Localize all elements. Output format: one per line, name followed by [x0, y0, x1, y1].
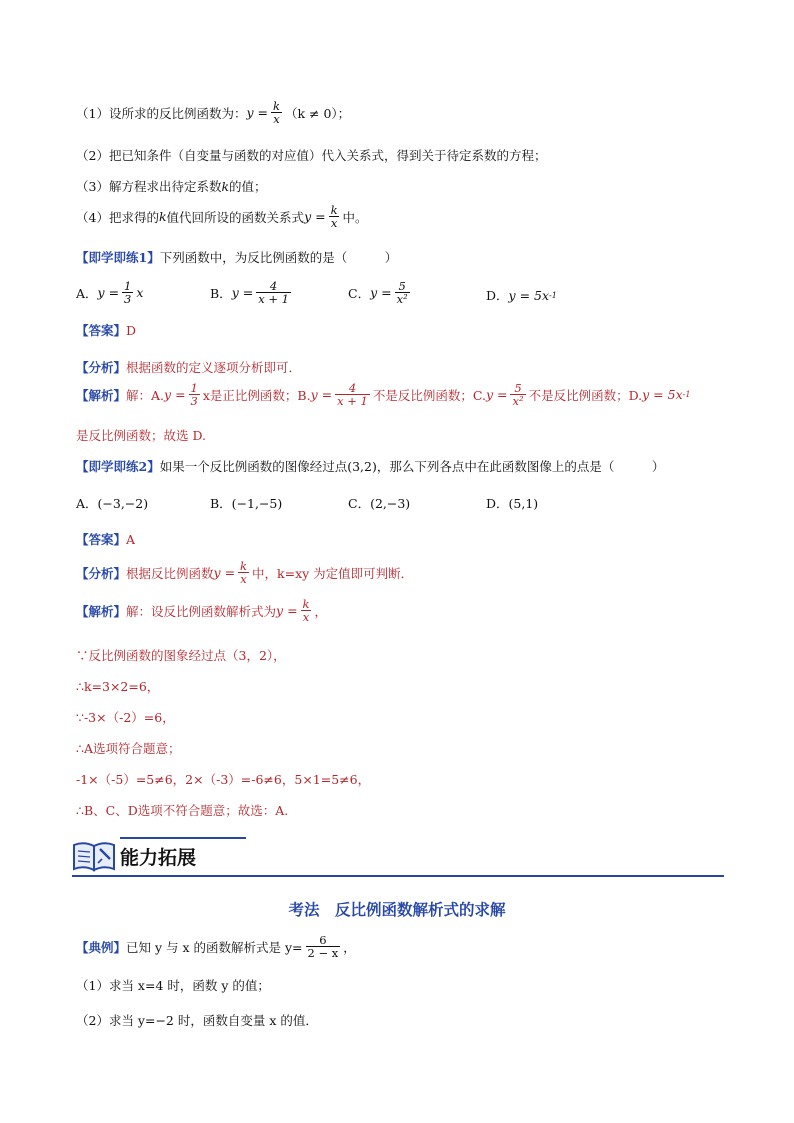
- book-icon: [72, 837, 116, 873]
- ex2-analysis: 【分析】 根据反比例函数 y = $\frac{k}{x}$ 中，k=xy 为定值即可判断．: [76, 559, 414, 587]
- exercise-1-question: 【即学即练1】 下列函数中，为反比例函数的是（ ）: [76, 250, 398, 265]
- fraction: $\frac{k}{x}$: [240, 559, 248, 587]
- ex2-line-6: ∴B、C、D选项不符合题意；故选：A.: [76, 803, 289, 818]
- ex2-option-a: A．(−3,−2): [76, 496, 149, 511]
- method-heading: 考法 反比例函数解析式的求解: [288, 900, 506, 919]
- fraction: $\frac{6}{2 - x}$: [307, 933, 339, 961]
- fraction: $\frac{1}{3}$: [190, 381, 198, 409]
- section-rule: [72, 875, 724, 877]
- fraction: $\frac{k}{x}$: [272, 99, 280, 127]
- fraction: $\frac{5}{\text{x²}}$: [396, 279, 408, 307]
- ex1-solution-end: 是反比例函数；故选 D.: [76, 428, 207, 443]
- fraction: $\frac{1}{3}$: [124, 279, 132, 307]
- ex1-option-a: A． y = $\frac{1}{3}$ x: [76, 279, 144, 307]
- ex2-line-1: ∵反比例函数的图象经过点（3，2），: [76, 648, 286, 663]
- exercise-2-question: 【即学即练2】 如果一个反比例函数的图像经过点(3,2)，那么下列各点中在此函数图像上的点是（ ）: [76, 459, 665, 474]
- ex2-option-c: C．(2,−3): [348, 496, 411, 511]
- fraction: $\frac{4}{x + 1}$: [337, 381, 368, 409]
- example-q1: （1）求当 x=4 时，函数 y 的值；: [76, 978, 270, 993]
- ex1-analysis: 【分析】 根据函数的定义逐项分析即可．: [76, 360, 302, 375]
- example-q2: （2）求当 y=−2 时，函数自变量 x 的值．: [76, 1013, 318, 1028]
- ex2-line-4: ∴A选项符合题意；: [76, 741, 181, 756]
- ex2-solution: 【解析】 解：设反比例函数解析式为 y = $\frac{k}{x}$ ，: [76, 597, 328, 625]
- step-4: （4）把求得的 k 值代回所设的函数关系式 y = $\frac{k}{x}$ 中。: [76, 203, 368, 231]
- ex1-solution: 【解析】 解：A. y = $\frac{1}{3}$ x是正比例函数；B. y = $\frac{4}{x + 1}$ 不是反比例函数；C. y = $\frac{5}{\text{x²}}$ 不是反比例函数；D. y = 5x -1: [76, 381, 691, 409]
- ex2-line-5: -1×（-5）=5≠6，2×（-3）=-6≠6，5×1=5≠6，: [76, 772, 371, 787]
- ex1-answer: 【答案】 D: [76, 322, 137, 338]
- ex2-answer: 【答案】 A: [76, 531, 136, 547]
- section-top-rule: [120, 837, 246, 839]
- example-question: 【典例】 已知 y 与 x 的函数解析式是 y= $\frac{6}{2 - x}$ ，: [76, 933, 356, 961]
- step-2: （2）把已知条件（自变量与函数的对应值）代入关系式，得到关于待定系数的方程；: [76, 148, 547, 163]
- ex1-option-d: D． y = 5x -1: [486, 287, 557, 303]
- ex2-line-2: ∴k=3×2=6，: [76, 679, 160, 694]
- step-3: （3）解方程求出待定系数 k 的值；: [76, 178, 267, 194]
- fraction: $\frac{k}{x}$: [330, 203, 338, 231]
- ex1-option-c: C． y = $\frac{5}{\text{x²}}$: [348, 279, 408, 307]
- fraction: $\frac{4}{x + 1}$: [258, 279, 289, 307]
- ex2-line-3: ∵-3×（-2）=6，: [76, 710, 175, 725]
- ex2-option-b: B．(−1,−5): [210, 496, 283, 511]
- fraction: $\frac{5}{\text{x²}}$: [512, 381, 524, 409]
- fraction: $\frac{k}{x}$: [302, 597, 310, 625]
- section-header: [72, 833, 724, 877]
- step-1: （1）设所求的反比例函数为： y = $\frac{k}{x}$ （k ≠ 0）；: [76, 99, 351, 127]
- section-title: 能力拓展: [120, 847, 197, 869]
- ex2-option-d: D．(5,1): [486, 496, 539, 511]
- ex1-option-b: B． y = $\frac{4}{x + 1}$: [210, 279, 289, 307]
